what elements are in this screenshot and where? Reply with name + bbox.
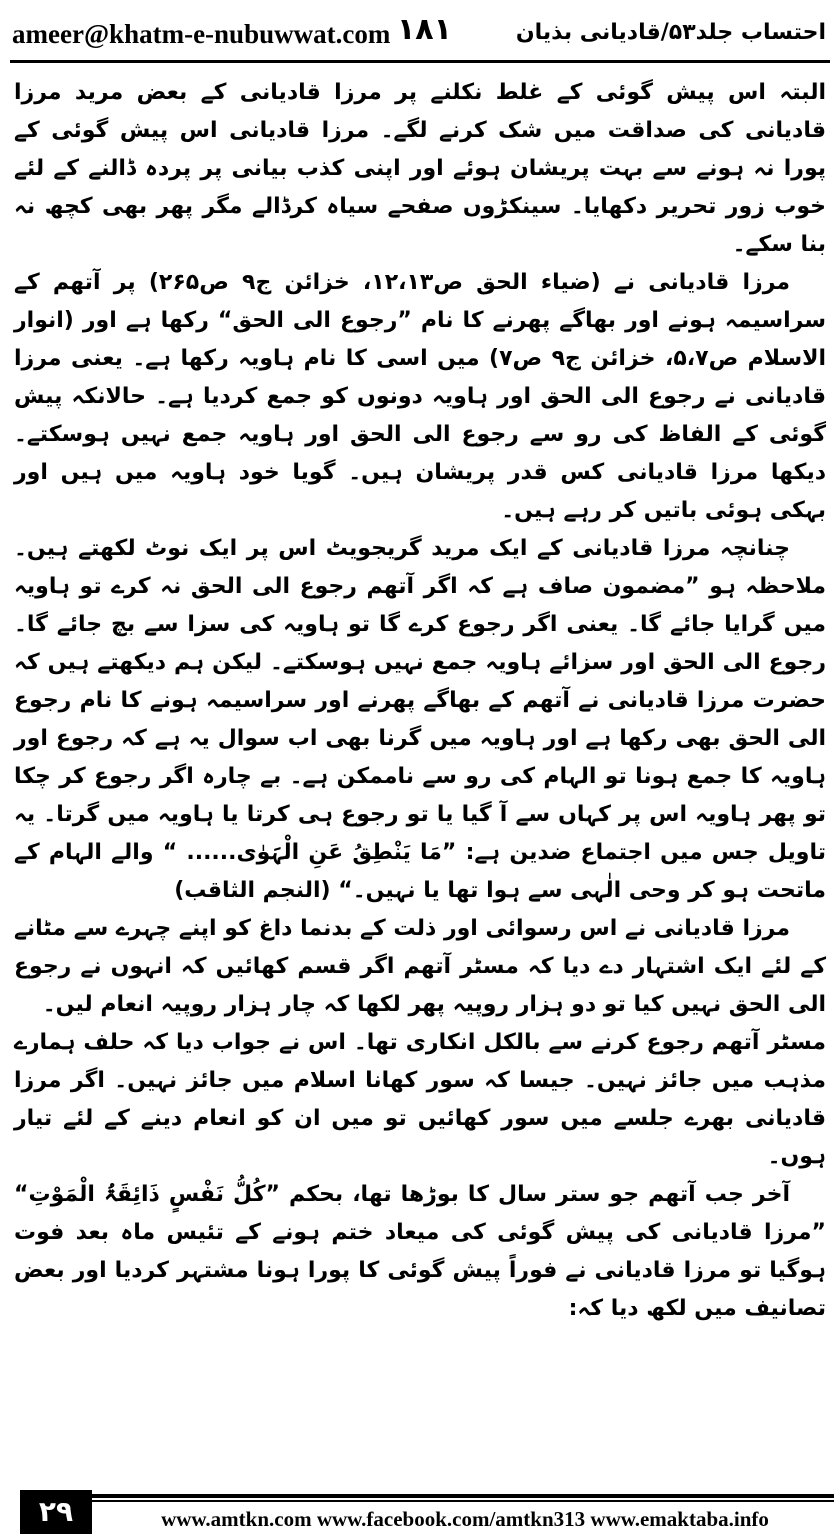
page-header: [0, 0, 840, 60]
page-footer: [0, 1484, 840, 1540]
paragraph-atham-death: آخر جب آتھم جو ستر سال کا بوڑھا تھا، بحکم ”کُلُّ نَفْسٍ ذَائِقَۃُ الْمَوْتِ“ ”مرزا قادیانی کی پیش گوئی کی میعاد ختم ہونے کے تئیس ماہ بعد فوت ہوگیا تو مرزا قادیانی نے فوراً پیش گوئی کا پورا ہونا مشتہر کردیا اور بعض تصانیف میں لکھ دیا کہ:: [14, 1182, 826, 1321]
footer-website-links: www.amtkn.com www.facebook.com/amtkn313 www.emaktaba.info: [161, 1507, 769, 1531]
footer-divider-thin: [92, 1500, 834, 1502]
paragraph-ruju-ilal-haq: مرزا قادیانی نے (ضیاء الحق ص۱۲،۱۳، خزائن ج۹ ص۲۶۵) پر آتھم کے سراسیمہ ہونے اور بھاگے پھرنے کا نام ”رجوع الی الحق“ رکھا ہے اور (انوار الاسلام ص۵،۷، خزائن ج۹ ص۷) میں اسی کا نام ہاویہ رکھا ہے۔ یعنی مرزا قادیانی نے رجوع الی الحق اور ہاویہ دونوں کو جمع کردیا ہے۔ حالانکہ پیش گوئی کے الفاظ کی رو سے رجوع الی الحق اور ہاویہ جمع نہیں ہوسکتے۔ دیکھا مرزا قادیانی کس قدر پریشان ہیں۔ گویا خود ہاویہ میں ہیں اور بہکی ہوئی باتیں کر رہے ہیں۔: [14, 270, 827, 523]
paragraph-doubt: البتہ اس پیش گوئی کے غلط نکلنے پر مرزا قادیانی کے بعض مرید مرزا قادیانی کی صداقت میں شک کرنے لگے۔ مرزا قادیانی اس پیش گوئی کے پورا نہ ہونے سے بہت پریشان ہوئے اور اپنی کذب بیانی پر پردہ ڈالنے کے لئے خوب زور تحریر دکھایا۔ سینکڑوں صفحے سیاہ کرڈالے مگر پھر بھی کچھ نہ بنا سکے۔: [14, 80, 826, 257]
body-text: [14, 74, 826, 1328]
header-book-title: احتساب جلد۵۳/قادیانی بذیان: [515, 20, 826, 45]
header-divider: [10, 60, 830, 63]
header-page-number: ۱۸۱: [397, 12, 452, 47]
paragraph-atham-refusal: مسٹر آتھم رجوع کرنے سے بالکل انکاری تھا۔ اس نے جواب دیا کہ حلف ہمارے مذہب میں جائز نہیں۔ جیسا کہ سور کھانا اسلام میں جائز نہیں۔ اگر مرزا قادیانی بھرے جلسے میں سور کھائیں تو میں ان کو انعام دینے کے لئے تیار ہوں۔: [14, 1030, 826, 1169]
footer-divider-thick: [92, 1494, 834, 1498]
header-email: ameer@khatm-e-nubuwwat.com: [12, 19, 391, 49]
paragraph-graduate-note: چنانچہ مرزا قادیانی کے ایک مرید گریجویٹ اس پر ایک نوٹ لکھتے ہیں۔ ملاحظہ ہو ”مضمون صاف ہے کہ اگر آتھم رجوع الی الحق نہ کرے تو ہاویہ میں گرایا جائے گا۔ یعنی اگر رجوع کرے گا تو ہاویہ کی سزا سے بچ جائے گا۔ رجوع الی الحق اور سزائے ہاویہ جمع نہیں ہوسکتے۔ لیکن ہم دیکھتے ہیں کہ حضرت مرزا قادیانی نے آتھم کے بھاگے پھرنے اور سراسیمہ ہونے کا نام رجوع الی الحق بھی رکھا ہے اور ہاویہ میں گرنا بھی اب سوال یہ ہے کہ رجوع اور ہاویہ کا جمع ہونا تو الہام کی رو سے ناممکن ہے۔ بے چارہ اگر رجوع کر چکا تو پھر ہاویہ اس پر کہاں سے آ گیا یا تو رجوع ہی کرتا یا ہاویہ میں گرتا۔ یہ تاویل جس میں اجتماع ضدین ہے: ”مَا یَنْطِقُ عَنِ الْہَوٰی...... “ والے الہام کے ماتحت ہو کر وحی الٰہی سے ہوا تھا یا نہیں۔“ (النجم الثاقب): [14, 536, 826, 903]
footer-page-number: ۲۹: [20, 1490, 92, 1534]
paragraph-advertisement: مرزا قادیانی نے اس رسوائی اور ذلت کے بدنما داغ کو اپنے چہرے سے مٹانے کے لئے ایک اشتہار دے دیا کہ مسٹر آتھم اگر قسم کھائیں کہ انہوں نے رجوع الی الحق نہیں کیا تو دو ہزار روپیہ پھر لکھا کہ چار ہزار روپیہ انعام لیں۔: [14, 916, 826, 1017]
